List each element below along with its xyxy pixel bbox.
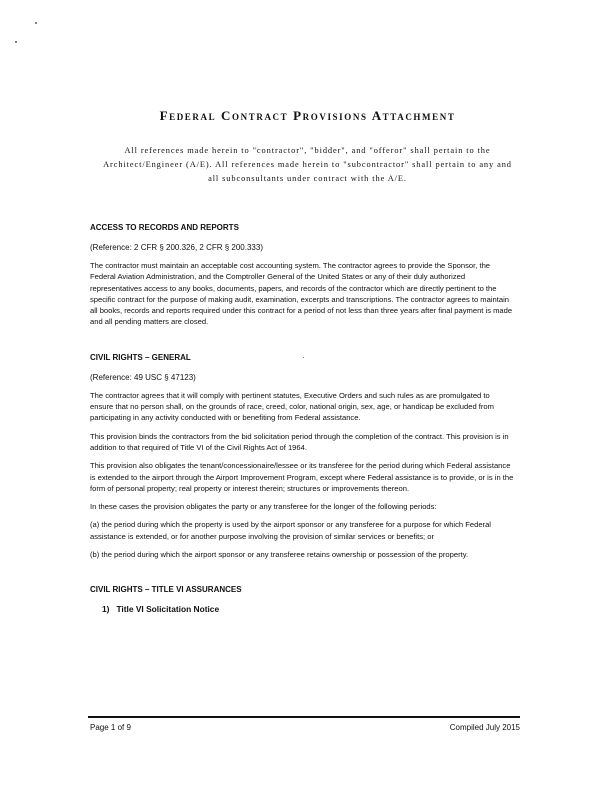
scan-speck [35, 22, 37, 24]
section-heading-title-vi: CIVIL RIGHTS – TITLE VI ASSURANCES [90, 585, 242, 595]
paragraph: This provision also obligates the tenant/concessionaire/lessee or its transferee for the period during which Federal assistance is extended to the airport through the Airport Improvement Program, except where Federal assistance is to provide, or is in the form of personal property; real property or interest therein; structures or improvements thereon. [90, 461, 514, 493]
footer-divider [88, 716, 520, 718]
list-item-label: Title VI Solicitation Notice [116, 604, 220, 615]
section-reference: (Reference: 49 USC § 47123) [90, 372, 196, 382]
compiled-date: Compiled July 2015 [449, 723, 520, 732]
paragraph: (b) the period during which the airport sponsor or any transferee retains ownership or possession of the property. [90, 550, 469, 560]
preamble-text: All references made herein to "contractor", "bidder", and "offeror" shall pertain to the Architect/Engineer (A/E). All references made herein to "subcontractor" shall pertain to any and all subconsultants under contract with the A/E. [103, 146, 512, 183]
paragraph: In these cases the provision obligates the party or any transferee for the longer of the following periods: [90, 502, 437, 512]
list-item-title-vi-notice [102, 604, 515, 615]
paragraph: (a) the period during which the property is used by the airport sponsor or any transferee for a purpose for which Federal assistance is extended, or for another purpose involving the provision of similar services or benefits; or [90, 520, 491, 541]
paragraph: This provision binds the contractors from the bid solicitation period through the completion of the contract. This provision is in addition to that required of Title VI of the Civil Rights Act of 1964. [90, 431, 509, 452]
page-title: Federal Contract Provisions Attachment [159, 108, 456, 123]
list-item-number: 1) [102, 604, 110, 615]
scan-speck [15, 41, 17, 43]
spacer [90, 328, 515, 352]
paragraph: The contractor agrees that it will comply with pertinent statutes, Executive Orders and such rules as are promulgated to ensure that no person shall, on the grounds of race, creed, color, national origin, sex, age, or handicap be excluded from participating in any activity conducted with or benefiting from Federal assistance. [90, 390, 494, 423]
section-heading-access: ACCESS TO RECORDS AND REPORTS [90, 223, 239, 232]
section-reference: (Reference: 2 CFR § 200.326, 2 CFR § 200.333) [90, 243, 263, 252]
spacer [90, 560, 515, 584]
section-heading-civil-rights-general: CIVIL RIGHTS – GENERAL [90, 352, 191, 362]
document-body [90, 222, 515, 615]
page-number: Page 1 of 9 [90, 723, 131, 732]
paragraph: The contractor must maintain an acceptable cost accounting system. The contractor agrees to provide the Sponsor, the Federal Aviation Administration, and the Comptroller General of the United States or any of their duly authorized representatives access to any books, documents, papers, and records of the contractor which are directly pertinent to the specific contract for the purpose of making audit, examination, excerpts and transcriptions. The contractor agrees to maintain all books, records and reports required under this contract for a period of not less than three years after final payment is made and all pending matters are closed. [90, 261, 513, 327]
